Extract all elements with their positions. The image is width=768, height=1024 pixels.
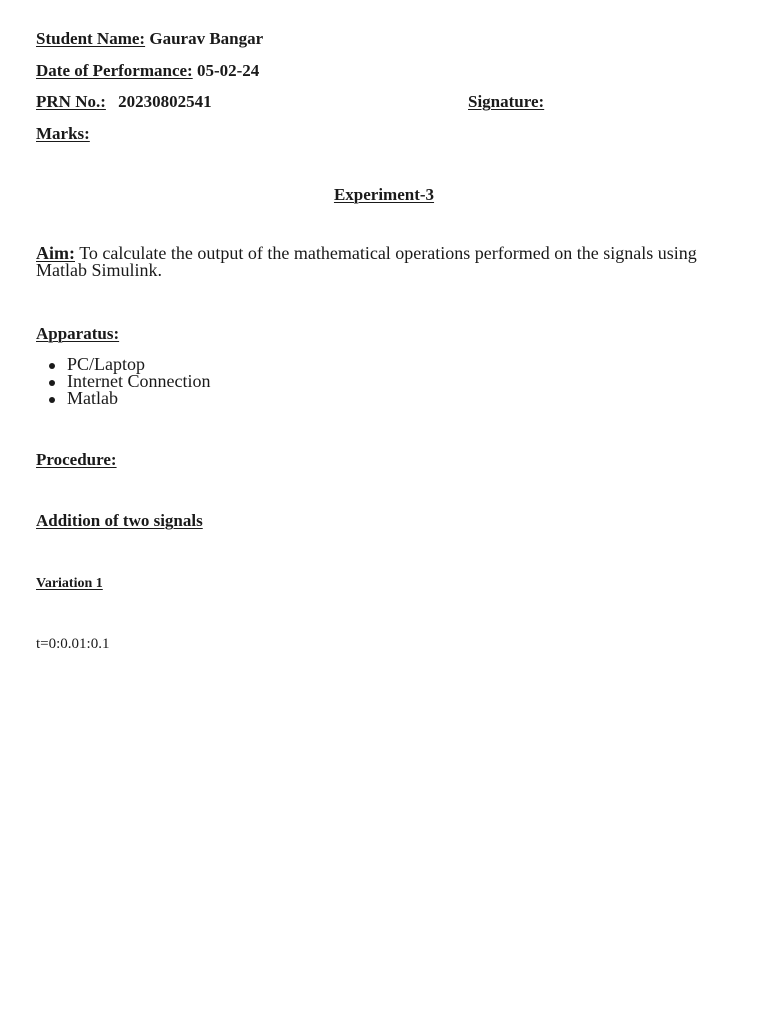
- bullet-icon: [49, 397, 55, 403]
- aim-text: To calculate the output of the mathematical operations performed on the signals using Matlab Simulink.: [36, 243, 697, 280]
- date-label: Date of Performance:: [36, 61, 193, 80]
- date-value: 05-02-24: [196, 61, 260, 80]
- marks-label: Marks:: [36, 124, 90, 143]
- list-item-label: PC/Laptop: [67, 354, 146, 374]
- experiment-title: Experiment-3: [333, 185, 435, 204]
- subsection-heading: Variation 1: [36, 576, 103, 591]
- list-item-label: Matlab: [67, 388, 118, 408]
- bullet-icon: [49, 363, 55, 369]
- list-item: [36, 373, 210, 390]
- date-row: [36, 61, 259, 81]
- prn-value: 20230802541: [118, 92, 212, 111]
- procedure-heading: Procedure:: [36, 450, 117, 469]
- list-item-label: Internet Connection: [67, 371, 211, 391]
- prn-row: [36, 92, 212, 112]
- prn-label: PRN No.:: [36, 92, 106, 111]
- code-line-text: t=0:0.01:0.1: [36, 636, 110, 652]
- subsection-heading-row: [36, 575, 103, 592]
- signature-label: Signature:: [468, 92, 545, 111]
- section-heading-row: [36, 511, 203, 531]
- signature-row: [468, 92, 544, 112]
- student-name-row: [36, 29, 263, 49]
- apparatus-heading-row: [36, 324, 119, 344]
- aim-label: Aim:: [36, 243, 75, 263]
- aim-paragraph: [36, 245, 736, 279]
- code-line: [36, 635, 109, 653]
- section-heading: Addition of two signals: [36, 511, 203, 530]
- bullet-icon: [49, 380, 55, 386]
- marks-row: [36, 124, 90, 144]
- list-item: [36, 390, 210, 407]
- student-name-label: Student Name:: [36, 29, 146, 48]
- apparatus-list: [36, 356, 210, 407]
- apparatus-heading: Apparatus:: [36, 324, 120, 343]
- procedure-heading-row: [36, 450, 117, 470]
- experiment-title-row: [0, 185, 768, 205]
- student-name-value: Gaurav Bangar: [149, 29, 264, 48]
